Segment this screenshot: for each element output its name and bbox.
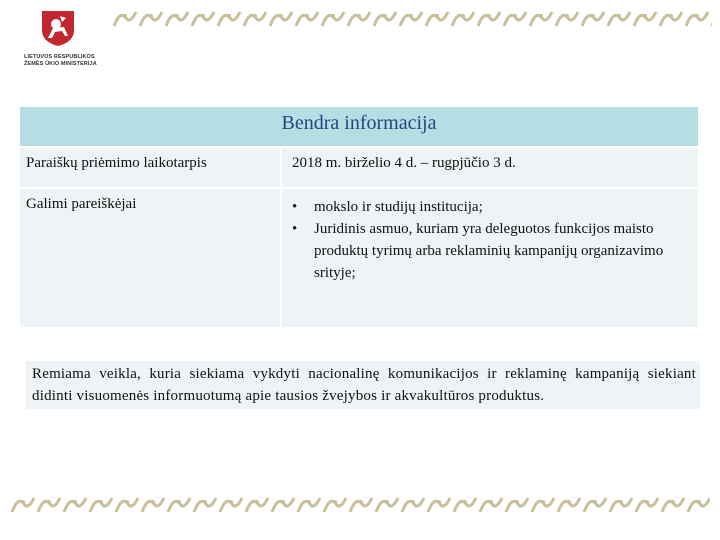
row-value-applicants xyxy=(281,188,698,328)
ministry-name-line2: ŽEMĖS ŪKIO MINISTERIJA xyxy=(24,60,97,67)
list-item-text: Juridinis asmuo, kuriam yra deleguotos funkcijos maisto produktų tyrimų arba reklaminių kampanijų organizavimo srityje; xyxy=(314,221,664,281)
supported-activity-text: Remiama veikla, kuria siekiama vykdyti nacionalinę komunikacijos ir reklaminę kampaniją siekiant didinti visuomenės informuotumą apie tausios žvejybos ir akvakultūros produktus. xyxy=(26,361,700,409)
table-header: Bendra informacija xyxy=(20,107,698,147)
general-info-table xyxy=(20,107,698,329)
top-ornament xyxy=(112,6,712,32)
list-item-text: mokslo ir studijų institucija; xyxy=(314,199,483,215)
row-label-applicants: Galimi pareiškėjai xyxy=(20,188,281,328)
bullet: • xyxy=(292,199,298,215)
list-item xyxy=(292,196,692,218)
bullet: • xyxy=(292,221,298,237)
row-value-period: 2018 m. birželio 4 d. – rugpjūčio 3 d. xyxy=(281,147,698,188)
table-row xyxy=(20,188,698,328)
coat-of-arms-icon xyxy=(38,8,78,48)
row-label-period: Paraiškų priėmimo laikotarpis xyxy=(20,147,281,188)
applicants-list xyxy=(292,196,692,284)
table-row xyxy=(20,147,698,188)
ministry-logo xyxy=(20,8,102,72)
ministry-name xyxy=(24,54,120,67)
list-item xyxy=(292,218,692,284)
bottom-ornament xyxy=(10,492,710,518)
ministry-name-line1: LIETUVOS RESPUBLIKOS xyxy=(24,54,95,60)
